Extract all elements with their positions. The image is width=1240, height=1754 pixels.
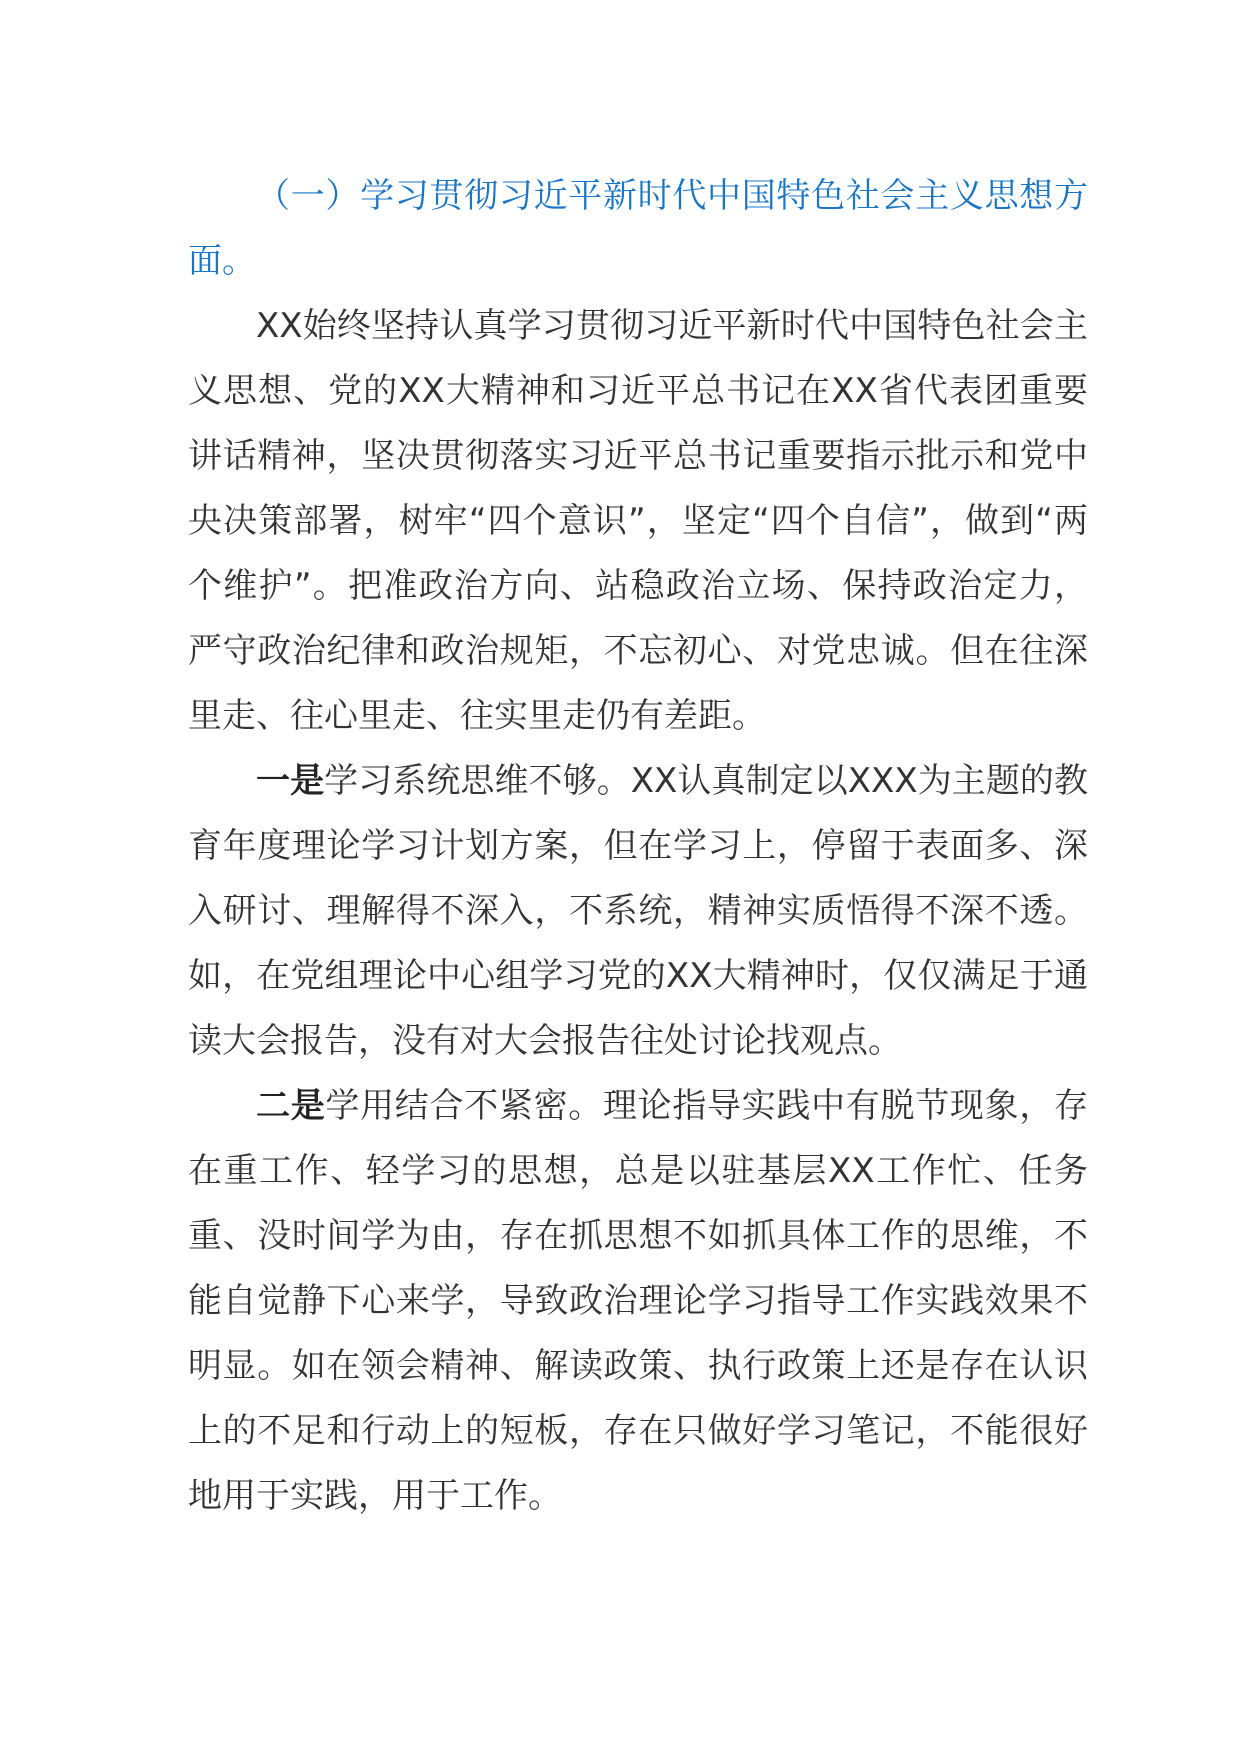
- document-body: [188, 164, 1088, 1529]
- point-one-paragraph: [188, 749, 1088, 1074]
- point-two-text: 学用结合不紧密。理论指导实践中有脱节现象，存在重工作、轻学习的思想，总是以驻基层XX工作忙、任务重、没时间学为由，存在抓思想不如抓具体工作的思维，不能自觉静下心来学，导致政治理论学习指导工作实践效果不明显。如在领会精神、解读政策、执行政策上还是存在认识上的不足和行动上的短板，存在只做好学习笔记，不能很好地用于实践，用于工作。: [188, 1086, 1089, 1516]
- point-two-paragraph: [188, 1074, 1088, 1529]
- section-heading: （一）学习贯彻习近平新时代中国特色社会主义思想方面。: [188, 176, 1088, 281]
- intro-paragraph: XX始终坚持认真学习贯彻习近平新时代中国特色社会主义思想、党的XX大精神和习近平总书记在XX省代表团重要讲话精神，坚决贯彻落实习近平总书记重要指示批示和党中央决策部署，树牢“四个意识”，坚定“四个自信”，做到“两个维护”。把准政治方向、站稳政治立场、保持政治定力，严守政治纪律和政治规矩，不忘初心、对党忠诚。但在往深里走、往心里走、往实里走仍有差距。: [188, 306, 1088, 736]
- point-one-lead: 一是: [256, 761, 325, 801]
- point-one-text: 学习系统思维不够。XX认真制定以XXX为主题的教育年度理论学习计划方案，但在学习上，停留于表面多、深入研讨、理解得不深入，不系统，精神实质悟得不深不透。如，在党组理论中心组学习党的XX大精神时，仅仅满足于通读大会报告，没有对大会报告往处讨论找观点。: [188, 761, 1088, 1061]
- point-two-lead: 二是: [256, 1086, 326, 1126]
